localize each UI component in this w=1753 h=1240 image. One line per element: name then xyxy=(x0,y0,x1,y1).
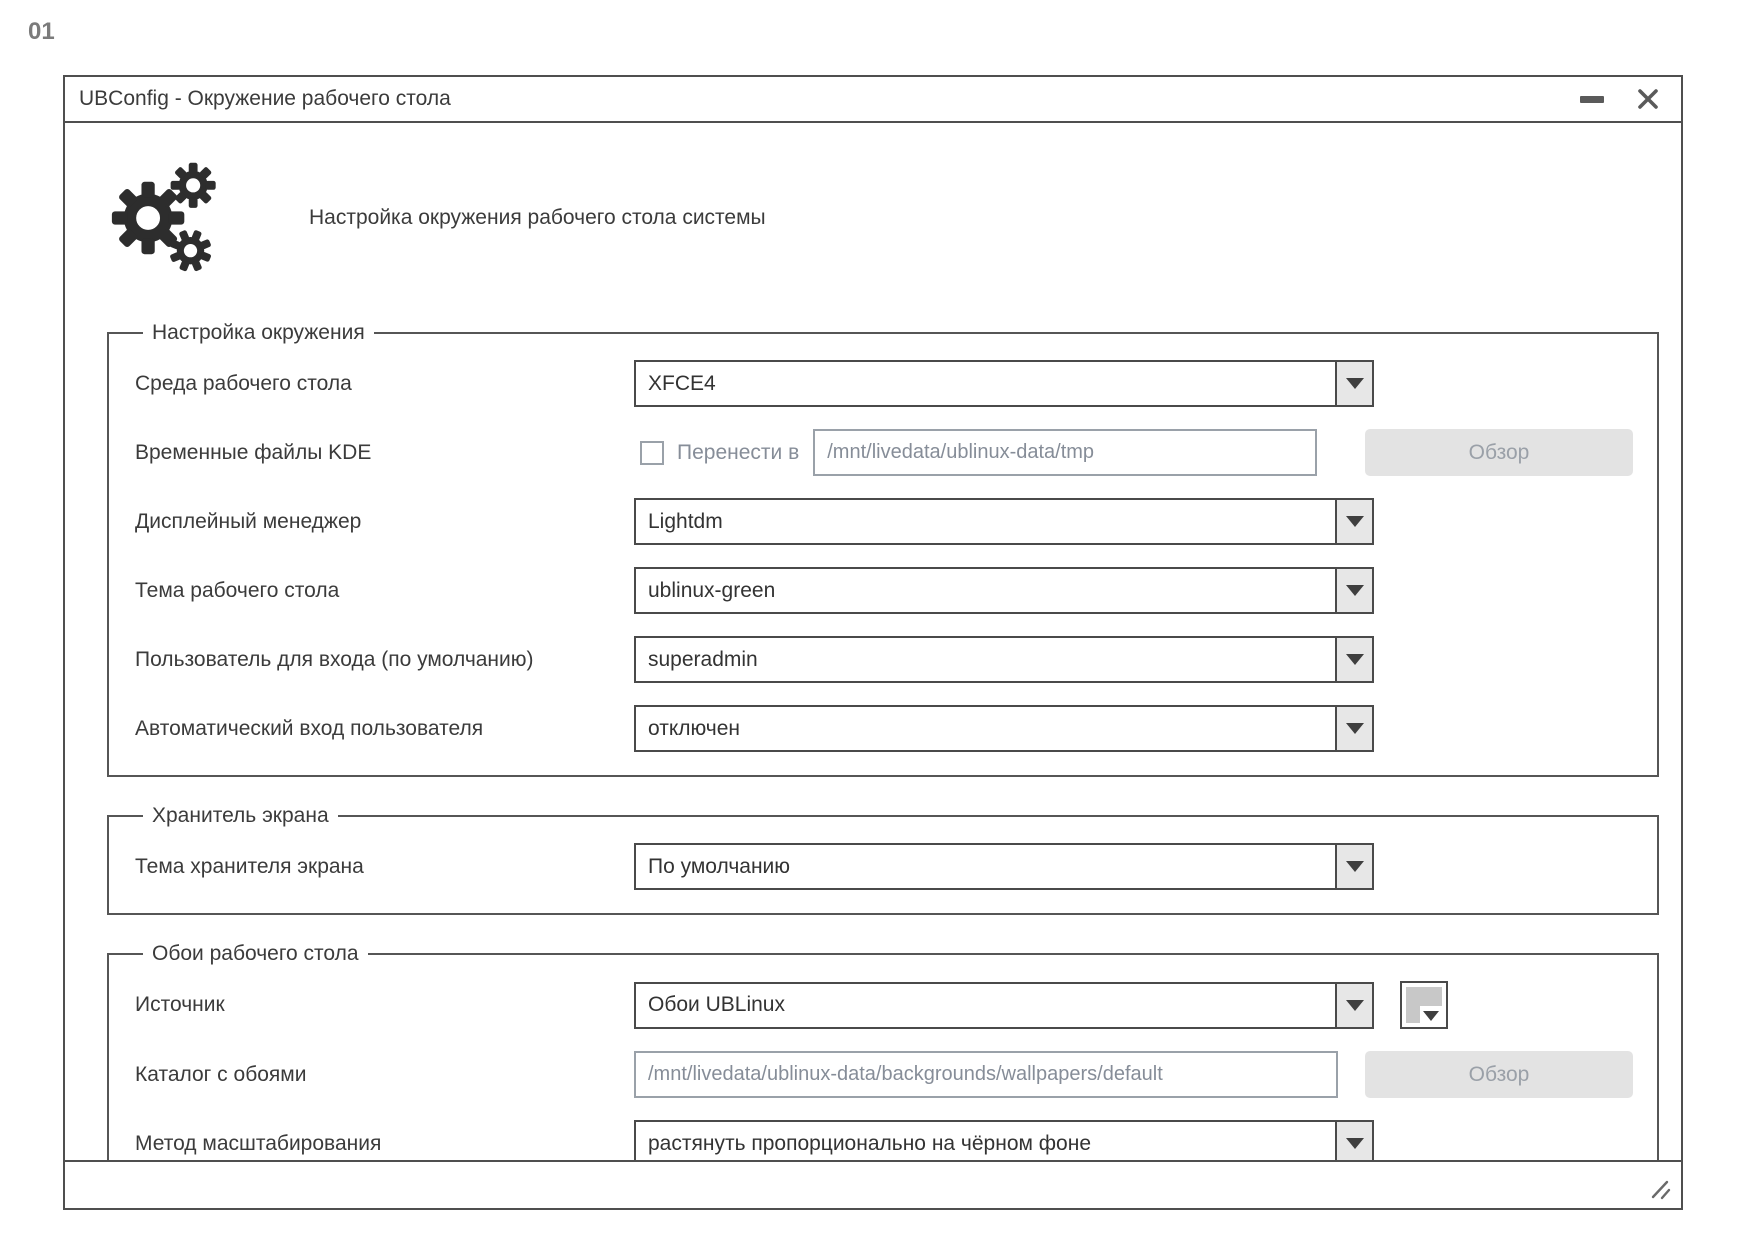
desktop-theme-combobox[interactable] xyxy=(634,567,1374,614)
page-label: 01 xyxy=(28,18,55,45)
wallpaper-source-value: Обои UBLinux xyxy=(648,993,785,1016)
group-environment xyxy=(107,321,1659,777)
resize-grip[interactable] xyxy=(1643,1173,1673,1203)
titlebar xyxy=(65,77,1681,123)
desktop-theme-arrow-button[interactable] xyxy=(1335,569,1372,612)
group-wallpaper xyxy=(107,942,1659,1160)
kde-temp-row xyxy=(135,429,1633,476)
wallpaper-dir-fields xyxy=(634,1051,1633,1098)
desktop-theme-label: Тема рабочего стола xyxy=(135,578,340,602)
scaling-method-value: растянуть пропорционально на чёрном фоне xyxy=(648,1131,1092,1155)
scaling-method-combobox[interactable] xyxy=(634,1120,1374,1160)
display-manager-combobox[interactable] xyxy=(634,498,1374,545)
desktop-environment-arrow-button[interactable] xyxy=(1335,362,1372,405)
wallpaper-source-combobox[interactable] xyxy=(634,982,1374,1029)
login-user-label: Пользователь для входа (по умолчанию) xyxy=(135,647,534,671)
login-user-row xyxy=(135,636,1633,683)
kde-temp-browse-button[interactable]: Обзор xyxy=(1365,429,1633,476)
move-to-checkbox[interactable] xyxy=(640,441,664,465)
resize-grip-icon xyxy=(1643,1173,1673,1203)
kde-temp-fields xyxy=(634,429,1633,476)
dropdown-arrow-icon xyxy=(1346,1138,1364,1149)
desktop-theme-value: ublinux-green xyxy=(648,578,776,602)
wallpaper-source-label: Источник xyxy=(135,993,225,1016)
desktop-environment-label: Среда рабочего стола xyxy=(135,371,352,395)
scaling-method-row xyxy=(135,1120,1633,1160)
minimize-icon xyxy=(1580,96,1604,103)
wallpaper-source-arrow-button[interactable] xyxy=(1335,984,1372,1027)
wallpaper-source-row xyxy=(135,981,1633,1029)
desktop-theme-row xyxy=(135,567,1633,614)
group-screensaver-legend: Хранитель экрана xyxy=(152,804,329,827)
dropdown-arrow-icon xyxy=(1346,1000,1364,1011)
dropdown-arrow-icon xyxy=(1423,1011,1439,1021)
autologin-label: Автоматический вход пользователя xyxy=(135,716,484,740)
group-screensaver xyxy=(107,804,1659,915)
scaling-method-arrow-button[interactable] xyxy=(1335,1122,1372,1160)
main-area xyxy=(65,123,1681,1160)
wallpaper-dir-label: Каталог с обоями xyxy=(135,1062,307,1086)
login-user-arrow-button[interactable] xyxy=(1335,638,1372,681)
scaling-method-label: Метод масштабирования xyxy=(135,1131,382,1155)
autologin-arrow-button[interactable] xyxy=(1335,707,1372,750)
screensaver-theme-label: Тема хранителя экрана xyxy=(135,854,364,878)
login-user-value: superadmin xyxy=(648,647,758,671)
header-subtitle: Настройка окружения рабочего стола системы xyxy=(309,206,766,229)
login-user-combobox[interactable] xyxy=(634,636,1374,683)
gears-icon xyxy=(111,159,217,277)
color-button-notch xyxy=(1420,1006,1442,1023)
kde-temp-label: Временные файлы KDE xyxy=(135,440,372,464)
window-title: UBConfig - Окружение рабочего стола xyxy=(79,87,451,110)
display-manager-value: Lightdm xyxy=(648,509,723,533)
autologin-row xyxy=(135,705,1633,752)
group-wallpaper-legend: Обои рабочего стола xyxy=(152,942,359,965)
desktop-environment-row xyxy=(135,360,1633,407)
move-to-checkbox-label: Перенести в xyxy=(677,440,800,464)
screensaver-theme-value: По умолчанию xyxy=(648,854,791,878)
dropdown-arrow-icon xyxy=(1346,378,1364,389)
autologin-value: отключен xyxy=(648,716,741,740)
wallpaper-dir-input[interactable] xyxy=(634,1051,1338,1098)
display-manager-row xyxy=(135,498,1633,545)
display-manager-label: Дисплейный менеджер xyxy=(135,509,362,533)
display-manager-arrow-button[interactable] xyxy=(1335,500,1372,543)
dropdown-arrow-icon xyxy=(1346,861,1364,872)
dropdown-arrow-icon xyxy=(1346,654,1364,665)
desktop-environment-value: XFCE4 xyxy=(648,371,716,395)
wallpaper-dir-row xyxy=(135,1051,1633,1098)
wallpaper-color-button[interactable] xyxy=(1400,981,1448,1029)
app-window xyxy=(63,75,1683,1210)
wallpaper-dir-browse-button[interactable]: Обзор xyxy=(1365,1051,1633,1098)
group-environment-legend: Настройка окружения xyxy=(152,321,365,344)
dropdown-arrow-icon xyxy=(1346,723,1364,734)
autologin-combobox[interactable] xyxy=(634,705,1374,752)
dropdown-arrow-icon xyxy=(1346,516,1364,527)
minimize-button[interactable] xyxy=(1577,84,1607,114)
app-header xyxy=(111,159,1681,277)
desktop-environment-combobox[interactable] xyxy=(634,360,1374,407)
dropdown-arrow-icon xyxy=(1346,585,1364,596)
statusbar xyxy=(65,1160,1681,1208)
kde-temp-path-input[interactable] xyxy=(813,429,1317,476)
screensaver-theme-combobox[interactable] xyxy=(634,843,1374,890)
screensaver-theme-row xyxy=(135,843,1633,890)
screensaver-theme-arrow-button[interactable] xyxy=(1335,845,1372,888)
close-icon xyxy=(1636,87,1660,111)
close-button[interactable] xyxy=(1633,84,1663,114)
